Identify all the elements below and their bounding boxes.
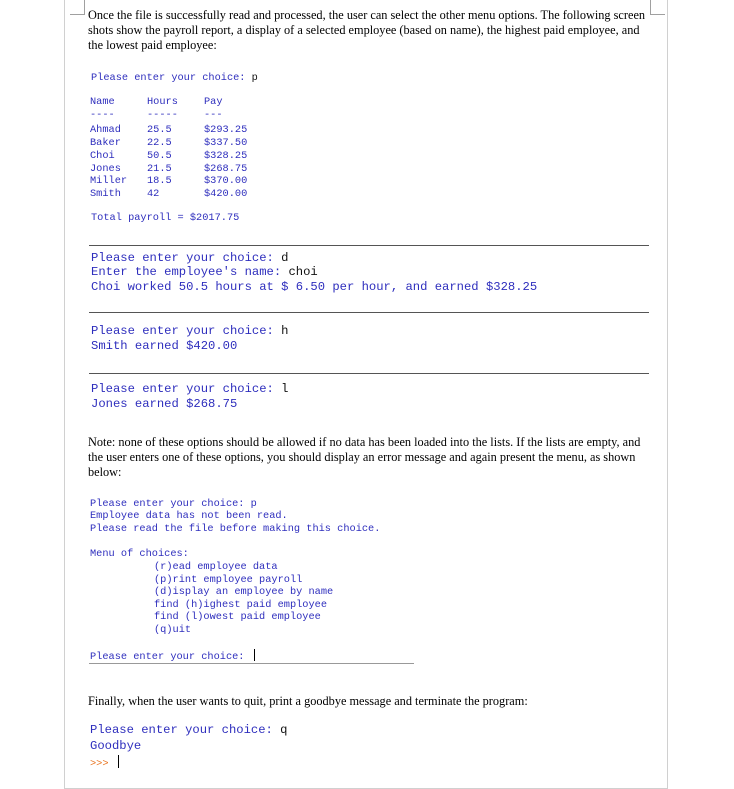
cell-name: Miller: [90, 175, 128, 188]
report-choice: p: [251, 72, 258, 84]
divider: [89, 245, 649, 246]
column-header: Pay: [204, 96, 223, 108]
prompt-text: Please enter your choice:: [91, 382, 282, 396]
cell-hours: 18.5: [147, 175, 172, 188]
table-dash-row: [90, 109, 247, 122]
menu-item: (d)isplay an employee by name: [154, 586, 334, 598]
name-prompt: [91, 265, 318, 280]
dash-cell: ----: [90, 108, 115, 121]
prompt-text: Please enter your choice:: [91, 251, 282, 265]
prompt-text: Please enter your choice:: [90, 651, 251, 663]
text-cursor: [254, 649, 255, 661]
menu-item: (r)ead employee data: [154, 561, 278, 573]
display-result: Choi worked 50.5 hours at $ 6.50 per hour, and earned $328.25: [91, 280, 538, 294]
goodbye-text: Goodbye: [90, 739, 142, 753]
final-prompt: [90, 649, 255, 664]
cell-hours: 21.5: [147, 162, 172, 175]
divider: [89, 373, 649, 374]
table-row: [90, 121, 247, 137]
cell-name: Baker: [90, 137, 121, 150]
divider: [89, 663, 414, 664]
display-choice: d: [281, 251, 289, 265]
intro-paragraph: Once the file is successfully read and processed, the user can select the other menu options. The following screen shots show the payroll report, a display of a selected employee (based on name), the highest paid employee, and the lowest paid employee:: [88, 8, 646, 52]
dash-cell: ---: [204, 108, 223, 121]
menu-item: find (h)ighest paid employee: [154, 599, 328, 611]
repl-prompt[interactable]: [90, 755, 119, 771]
cell-pay: $328.25: [204, 149, 248, 162]
table-row: [90, 188, 247, 201]
cell-name: Ahmad: [90, 124, 121, 137]
cell-pay: $293.25: [204, 124, 248, 137]
highest-choice: h: [281, 324, 289, 338]
prompt-text: Please enter your choice:: [90, 723, 281, 737]
lowest-prompt: [91, 382, 288, 397]
cell-name: Jones: [90, 162, 121, 175]
column-header: Hours: [147, 96, 178, 108]
finally-paragraph: Finally, when the user wants to quit, print a goodbye message and terminate the program:: [88, 694, 528, 708]
lowest-result: Jones earned $268.75: [91, 397, 238, 411]
cell-pay: $337.50: [204, 137, 248, 150]
lowest-choice: l: [281, 382, 289, 396]
cell-pay: $268.75: [204, 162, 248, 175]
report-prompt: [91, 72, 258, 85]
prompt-text: Please enter your choice:: [91, 324, 282, 338]
display-prompt: [91, 251, 288, 266]
cell-hours: 50.5: [147, 149, 172, 162]
quit-prompt: [90, 723, 287, 738]
entered-name: choi: [288, 265, 318, 279]
table-header-row: [90, 96, 247, 109]
cell-hours: 25.5: [147, 124, 172, 137]
cell-name: Smith: [90, 187, 121, 200]
column-header: Name: [90, 96, 115, 108]
table-row: [90, 175, 247, 188]
highest-result: Smith earned $420.00: [91, 339, 238, 353]
menu-title: Menu of choices:: [90, 548, 189, 560]
cell-hours: 22.5: [147, 137, 172, 150]
quit-choice: q: [280, 723, 288, 737]
dash-cell: -----: [147, 108, 178, 121]
page-corner-mark: [70, 0, 85, 15]
prompt-text: Please enter your choice:: [91, 72, 252, 84]
cell-hours: 42: [147, 187, 160, 200]
payroll-table: [90, 96, 247, 201]
repl-arrows: >>>: [90, 758, 115, 770]
error-prompt: Please enter your choice: p: [90, 498, 257, 510]
total-payroll: Total payroll = $2017.75: [91, 212, 240, 224]
error-line: Employee data has not been read.: [90, 510, 288, 522]
cell-pay: $370.00: [204, 175, 248, 188]
prompt-text: Enter the employee's name:: [91, 265, 289, 279]
highest-prompt: [91, 324, 288, 339]
cell-pay: $420.00: [204, 187, 248, 200]
menu-item: find (l)owest paid employee: [154, 611, 321, 623]
note-paragraph: Note: none of these options should be allowed if no data has been loaded into the lists. If the lists are empty, and the user enters one of these options, you should display an error message and again present the menu, as shown below:: [88, 435, 641, 479]
menu-item: (p)rint employee payroll: [154, 574, 303, 586]
divider: [89, 312, 649, 313]
cell-name: Choi: [90, 149, 115, 162]
menu-item: (q)uit: [154, 624, 192, 636]
text-cursor: [118, 755, 119, 768]
table-row: [90, 163, 247, 176]
table-row: [90, 137, 247, 150]
error-line: Please read the file before making this choice.: [90, 523, 381, 535]
table-row: [90, 150, 247, 163]
